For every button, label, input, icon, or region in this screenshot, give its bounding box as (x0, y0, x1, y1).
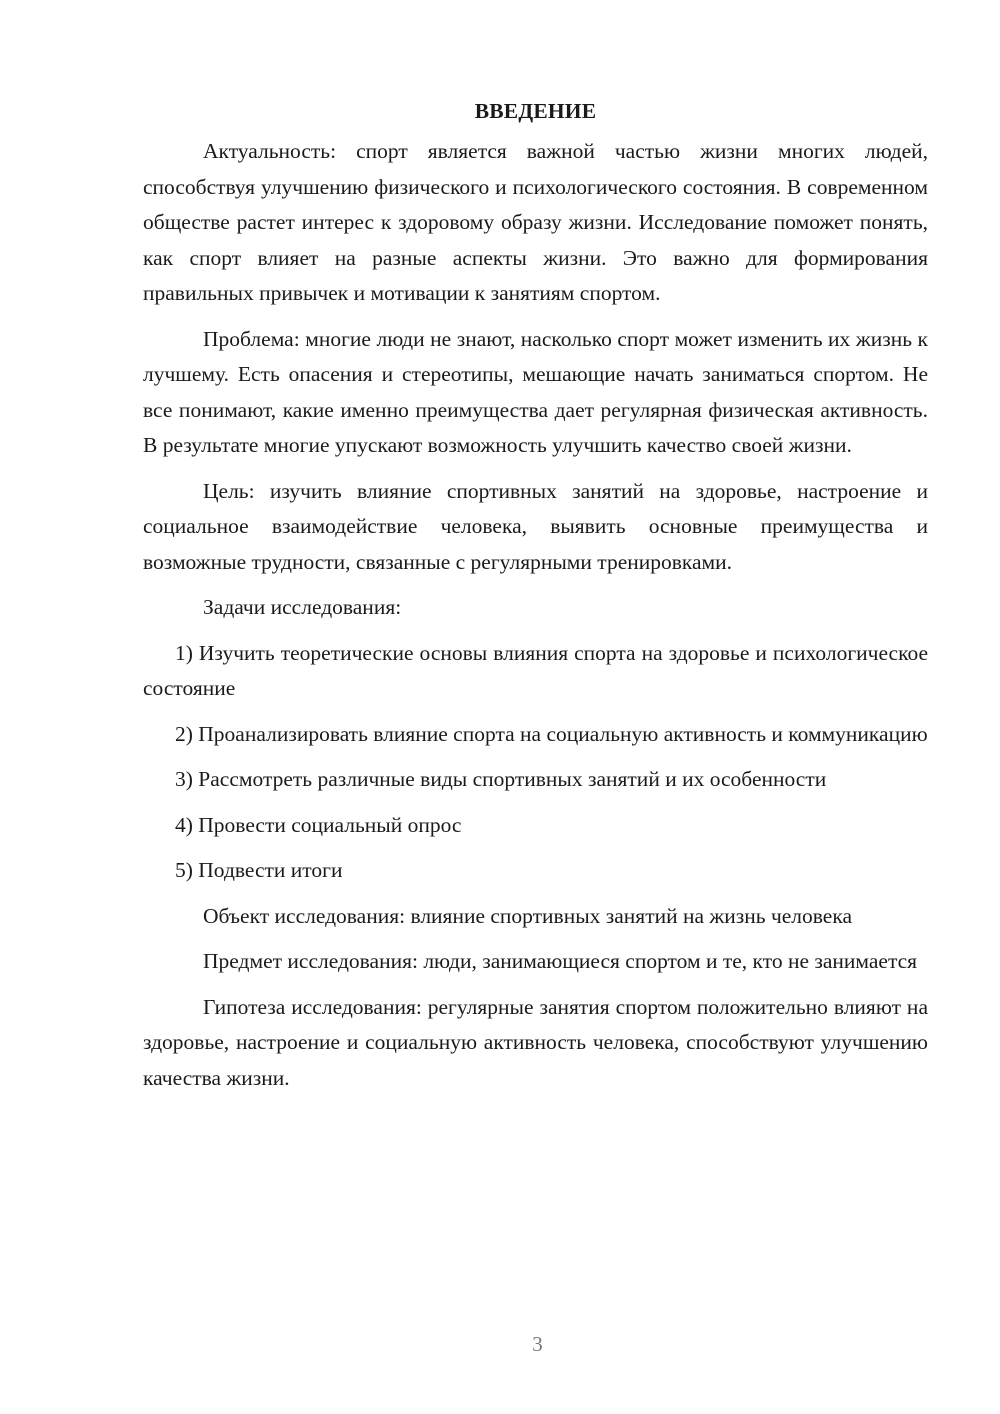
page-title: ВВЕДЕНИЕ (474, 99, 597, 123)
task-item-5: 5) Подвести итоги (175, 858, 343, 882)
tasks-heading: Задачи исследования: (203, 595, 402, 619)
paragraph-relevance: Актуальность: спорт является важной частью жизни многих людей, способствуя улучшению физического и психологического состояния. В современном обществе растет интерес к здоровому образу жизни. Исследование поможет понять, как спорт влияет на разные аспекты жизни. Это важно для формирования правильных привычек и мотивации к занятиям спортом. (143, 139, 928, 305)
task-item-4: 4) Провести социальный опрос (175, 812, 462, 837)
page-number: 3 (532, 1332, 543, 1356)
task-item-3: 3) Рассмотреть различные виды спортивных занятий и их особенности (175, 767, 827, 791)
task-item-1: 1) Изучить теоретические основы влияния спорта на здоровье и психологическое состояние (143, 640, 928, 700)
page-content (143, 92, 928, 1106)
paragraph-subject: Предмет исследования: люди, занимающиеся спортом и те, кто не занимается (203, 949, 918, 973)
paragraph-hypothesis: Гипотеза исследования: регулярные занятия спортом положительно влияют на здоровье, настроение и социальную активность человека, способствуют улучшению качества жизни. (143, 994, 928, 1090)
paragraph-problem: Проблема: многие люди не знают, насколько спорт может изменить их жизнь к лучшему. Есть опасения и стереотипы, мешающие начать заниматься спортом. Не все понимают, какие именно преимущества дает регулярная физическая активность. В результате многие упускают возможность улучшить качество своей жизни. (143, 326, 928, 457)
paragraph-goal: Цель: изучить влияние спортивных занятий на здоровье, настроение и социальное взаимодействие человека, выявить основные преимущества и возможные трудности, связанные с регулярными тренировками. (143, 478, 928, 574)
task-item-2: 2) Проанализировать влияние спорта на социальную активность и коммуникацию (175, 721, 928, 746)
paragraph-object: Объект исследования: влияние спортивных занятий на жизнь человека (203, 903, 853, 928)
